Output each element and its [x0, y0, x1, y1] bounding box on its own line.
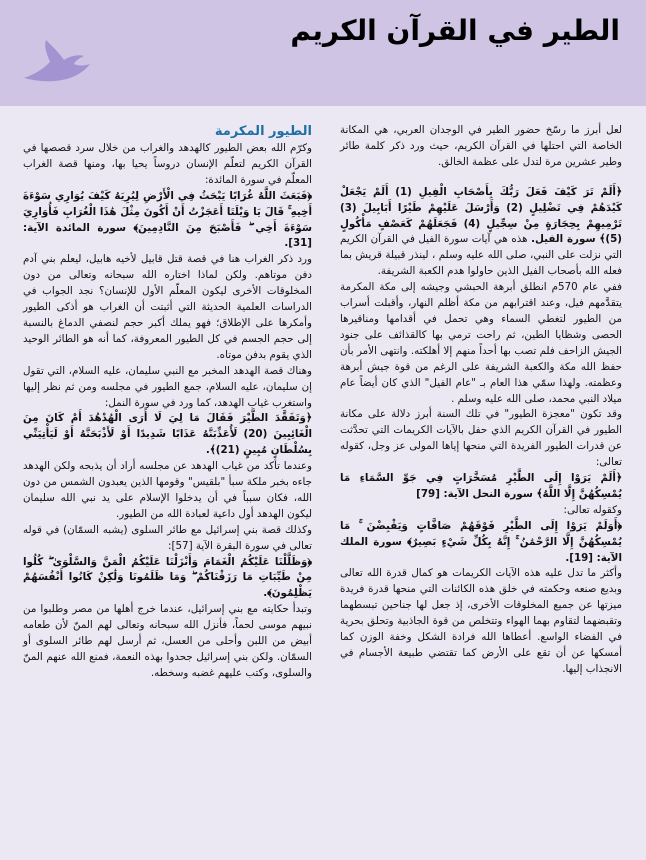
quran-verse: ﴿وَظَلَّلْنَا عَلَيْكُمُ الْغَمَامَ وَأَنْزَلْنَا عَلَيْكُمُ الْمَنَّ وَالسَّلْوَىٰ ۖ كُلُوا مِنْ طَيِّبَاتِ مَا رَزَقْنَاكُمْ ۖ وَمَا ظَلَمُونَا وَلَٰكِنْ كَانُوا أَنْفُسَهُمْ يَظْلِمُونَ﴾.: [23, 555, 312, 600]
paragraph-text: وتبدأ حكايته مع بني إسرائيل، عندما خرج أهلها من مصر وطلبوا من نبيهم موسى لحماً، فأنزل الله سبحانه وتعالى لهم المنّ لأن طعامه أبيض من اللبن وأحلى من العسل، ثم أرسل لهم طائر السلوى أو السمّان. ولكن بني إسرائيل جحدوا بهذه النعمة، فمنع الله عنهم المنّ والسلوى، وكتب عليهم غضبه وسخطه.: [23, 603, 312, 679]
paragraph: [340, 123, 622, 171]
paragraph: [23, 364, 312, 412]
paragraph: [23, 459, 312, 523]
verse-paragraph: [340, 471, 622, 503]
page-title: الطير في القرآن الكريم: [290, 14, 620, 47]
verse-paragraph: [23, 555, 312, 603]
left-column: [23, 123, 312, 682]
verse-paragraph: [23, 411, 312, 459]
paragraph-text: وهناك قصة الهدهد المخبر مع النبي سليمان، عليه السلام، التي تقول إن سليمان، عليه السلام، جمع الطيور في مجلسه ومن ثم نظر إليها واستغرب غياب الهدهد، كما ورد في سورة النمل:: [23, 364, 312, 409]
paragraph-text: وكذلك قصة بني إسرائيل مع طائر السلوى (يشبه السمّان) في قوله تعالى في سورة البقرة الآية [57]:: [23, 523, 312, 552]
section-subtitle: الطيور المكرمة: [214, 124, 312, 139]
paragraph: [340, 407, 622, 471]
quran-verse: ﴿أَلَمْ يَرَوْا إِلَى الطَّيْرِ مُسَخَّرَاتٍ فِي جَوِّ السَّمَاءِ مَا يُمْسِكُهُنَّ إِلَّا اللَّهُ﴾ سورة النحل الآية: [79]: [340, 472, 622, 500]
paragraph-text: وأكثر ما تدل عليه هذه الآيات الكريمات هو كمال قدرة الله تعالى وبديع صنعه وحكمته في خلق هذه الكائنات التي منحها قدرة فريدة ميزتها عن جميع المخلوقات الأخرى، إذ جعل لها جناحين تبسطهما وتقبضهما لتقاوم بهما الهواء وتتخلص من قوة الجاذبية وتحلق بحرية في الفضاء الواسع. أعطاها الله فرادة الشكل وخفة الوزن كما أمسكها عن أن تقع على الأرض كما تقتضي طبيعة الأجسام في الانجذاب إليها.: [340, 567, 622, 675]
verse-paragraph: [23, 189, 312, 253]
paragraph-text: وكقوله تعالى:: [563, 503, 622, 516]
quran-verse: ﴿فَبَعَثَ اللَّهُ غُرَابًا يَبْحَثُ فِي الْأَرْضِ لِيُرِيَهُ كَيْفَ يُوَارِي سَوْءَةَ أَخِيهِ ۚ قَالَ يَا وَيْلَتَا أَعَجَزْتُ أَنْ أَكُونَ مِثْلَ هَٰذَا الْغُرَابِ فَأُوَارِيَ سَوْءَةَ أَخِي ۖ فَأَصْبَحَ مِنَ النَّادِمِينَ﴾ سورة المائدة الآية: [31].: [23, 189, 312, 250]
paragraph: [340, 503, 622, 519]
verse-paragraph: [340, 185, 622, 280]
paragraph-text: لعل أبرز ما رسّخ حضور الطير في الوجدان العربي، هي المكانة الخاصة التي احتلها في القرآن الكريم، حيث ورد ذكر كلمة طائر وطير عشرين مرة لتدل على عظمة الخالق.: [340, 124, 622, 168]
verse-paragraph: [340, 519, 622, 567]
paragraph-text: هذه هي آيات سورة الفيل في القرآن الكريم التي نزلت على النبي، صلى الله عليه وسلم ، لينذر قبيلة قريش بما فعله الله بأصحاب الفيل الذين حاولوا هدم الكعبة الشريفة.: [340, 233, 622, 278]
right-column: [340, 123, 622, 678]
header-band: [0, 0, 646, 106]
paragraph-text: وقد تكون "معجزة الطيور" في تلك السنة أبرز دلالة على مكانة الطيور في القرآن الكريم الذي حفل بالآيات الكريمات التي تحدَّثت عن قدرات الطيور الفريدة التي منحها إياها المولى عز وجل، كقوله تعالى:: [340, 408, 622, 469]
quran-verse: ﴿أَلَمْ تَرَ كَيْفَ فَعَلَ رَبُّكَ بِأَصْحَابِ الْفِيلِ (1) أَلَمْ يَجْعَلْ كَيْدَهُمْ فِي تَضْلِيلٍ (2) وَأَرْسَلَ عَلَيْهِمْ طَيْرًا أَبَابِيلَ (3) تَرْمِيهِمْ بِحِجَارَةٍ مِنْ سِجِّيلٍ (4) فَجَعَلَهُمْ كَعَصْفٍ مَأْكُولٍ (5)﴾ سورة الفيل.: [340, 185, 622, 246]
paragraph: [23, 602, 312, 682]
paragraph-text: وكرّم الله بعض الطيور كالهدهد والغراب من خلال سرد قصصها في القرآن الكريم لتعلّم الإنسان دروساً يحيا بها، ومنها قصة الغراب المعلّم في سورة المائدة:: [23, 142, 312, 186]
quran-verse: ﴿وَتَفَقَّدَ الطَّيْرَ فَقَالَ مَا لِيَ لَا أَرَى الْهُدْهُدَ أَمْ كَانَ مِنَ الْغَائِبِينَ (20) لَأُعَذِّبَنَّهُ عَذَابًا شَدِيدًا أَوْ لَأَذْبَحَنَّهُ أَوْ لَيَأْتِيَنِّي بِسُلْطَانٍ مُبِينٍ (21)﴾.: [23, 412, 312, 457]
paragraph: [23, 523, 312, 555]
paragraph-text: ففي عام 570م انطلق أبرهة الحبشي وجيشه إلى مكة المكرمة يتقدَّمهم فيل، وعند اقترابهم من مكة أظلم النهار، وأقبلت أسراب من الطيور لتغطي السماء وهي تحمل في أقدامها ومناقيرها الحصى وشظايا الطين، ثم راحت ترمي بها كالقذائف على جنود الجيش الزاحف فلم تصب بها أحداً منهم إلا أهلكته. وانتهى الأمر بأن حفظ الله مكة والكعبة الشريفة على الرغم من قوة جيش أبرهة وعظمته. ولهذا سمّي هذا العام بـ "عام الفيل" الذي كان أيضاً عام ميلاد النبي محمد، صلى الله عليه وسلم .: [340, 281, 622, 405]
paragraph-text: وعندما تأكد من غياب الهدهد عن مجلسه أراد أن يذبحه ولكن الهدهد جاءه بخبر ملكة سبأ "بلقيس" وقومها الذين يعبدون الشمس من دون الله، فكان سبباً في أن يدخلوا الإسلام على يد نبي الله سليمان ليكون الهدهد أول داعية لعبادة الله من الطيور.: [23, 460, 312, 520]
paragraph: [340, 566, 622, 677]
paragraph-text: ورد ذكر الغراب هنا في قصة قتل قابيل لأخيه هابيل، ليعلم بني آدم دفن موتاهم. ولكن لماذا اختاره الله سبحانه وتعالى من دون المخلوقات الأخرى ليكون المعلّم الأول للإنسان؟ نجد الجواب في الدراسات العلمية الحديثة التي أثبتت أن الغراب هو أذكى الطيور وأمكرها على الإطلاق؛ فهو يملك أكبر حجم لنصفي الدماغ بالنسبة إلى حجم الجسم في كل الطيور المعروفة، كما أنه هو الطائر الوحيد الذي يقوم بدفن موتاه.: [23, 253, 312, 361]
dove-icon: [22, 38, 92, 86]
quran-verse: ﴿أَوَلَمْ يَرَوْا إِلَى الطَّيْرِ فَوْقَهُمْ صَافَّاتٍ وَيَقْبِضْنَ ۚ مَا يُمْسِكُهُنَّ إِلَّا الرَّحْمَٰنُ ۚ إِنَّهُ بِكُلِّ شَيْءٍ بَصِيرٌ﴾ سورة الملك الآية: [19].: [340, 519, 622, 564]
paragraph: [23, 252, 312, 363]
paragraph: [23, 141, 312, 189]
paragraph: [340, 280, 622, 407]
